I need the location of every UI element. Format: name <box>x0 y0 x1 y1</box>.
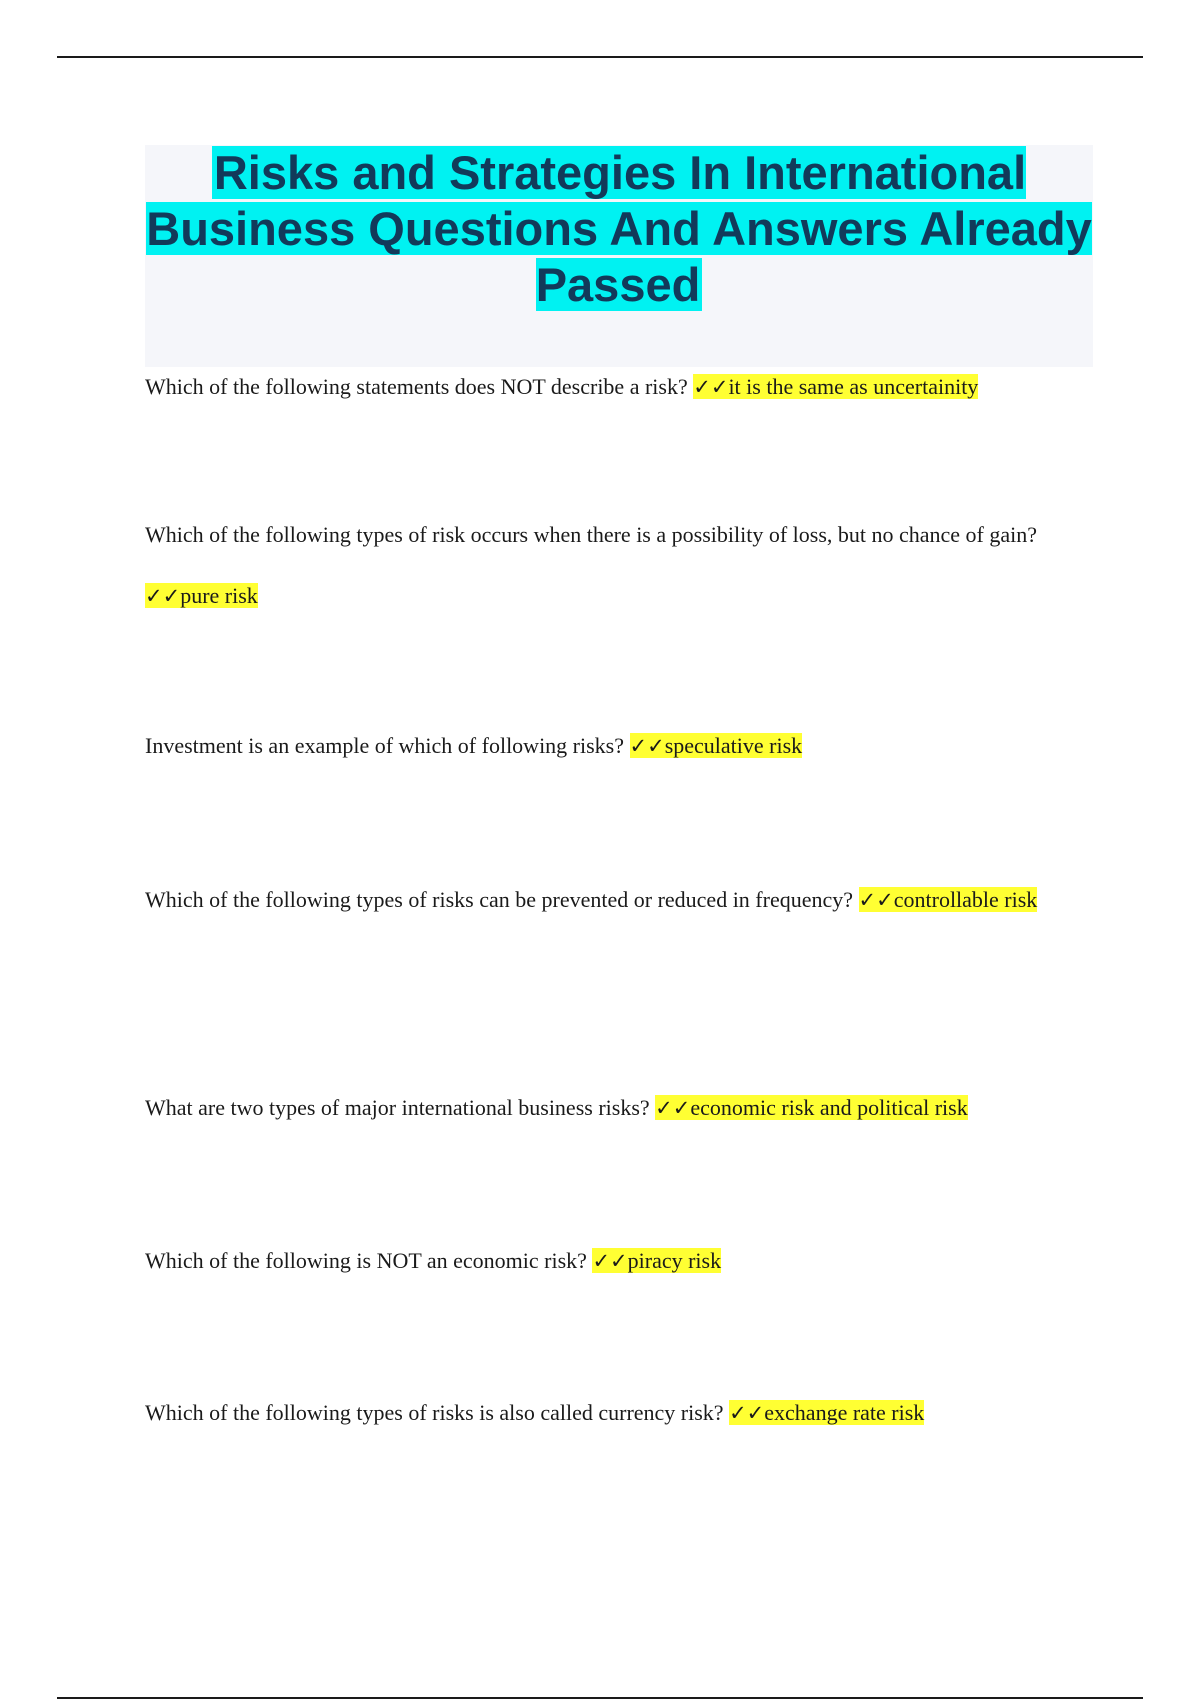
double-check-icon: ✓✓ <box>655 1096 691 1120</box>
qa-item <box>145 1077 1105 1139</box>
answer-text: piracy risk <box>627 1248 722 1273</box>
double-check-icon: ✓✓ <box>693 375 729 399</box>
answer-highlight <box>729 1400 924 1425</box>
question-text: Which of the following types of risks can be prevented or reduced in frequency? <box>145 887 854 912</box>
qa-item <box>145 504 1105 627</box>
answer-text: controllable risk <box>893 887 1038 912</box>
question-text: What are two types of major international business risks? <box>145 1095 650 1120</box>
answer-text: exchange rate risk <box>764 1400 925 1425</box>
top-divider <box>57 56 1143 58</box>
bottom-divider <box>57 1697 1143 1699</box>
answer-highlight <box>693 374 978 399</box>
answer-highlight <box>655 1095 968 1120</box>
double-check-icon: ✓✓ <box>729 1401 765 1425</box>
qa-item <box>145 356 1105 418</box>
answer-text: speculative risk <box>664 733 803 758</box>
answer-text: pure risk <box>180 583 258 608</box>
question-text: Which of the following types of risks is also called currency risk? <box>145 1400 724 1425</box>
question-text: Which of the following types of risk occurs when there is a possibility of loss, but no chance of gain? <box>145 522 1038 547</box>
answer-highlight <box>592 1248 721 1273</box>
answer-highlight <box>630 733 803 758</box>
qa-item <box>145 715 1105 777</box>
double-check-icon: ✓✓ <box>629 734 665 758</box>
question-text: Which of the following statements does NOT describe a risk? <box>145 374 688 399</box>
qa-item <box>145 869 1105 931</box>
document-title <box>145 145 1093 313</box>
double-check-icon: ✓✓ <box>858 888 894 912</box>
answer-highlight <box>859 887 1038 912</box>
answer-highlight <box>145 583 258 608</box>
double-check-icon: ✓✓ <box>145 584 181 608</box>
document-title-text: Risks and Strategies In International Business Questions And Answers Already Passed <box>146 146 1092 311</box>
answer-text: it is the same as uncertainity <box>728 374 979 399</box>
double-check-icon: ✓✓ <box>592 1249 628 1273</box>
question-text: Which of the following is NOT an economic risk? <box>145 1248 587 1273</box>
qa-item <box>145 1230 1105 1292</box>
qa-item <box>145 1382 1105 1444</box>
answer-text: economic risk and political risk <box>690 1095 968 1120</box>
title-banner <box>145 145 1093 367</box>
question-text: Investment is an example of which of following risks? <box>145 733 625 758</box>
